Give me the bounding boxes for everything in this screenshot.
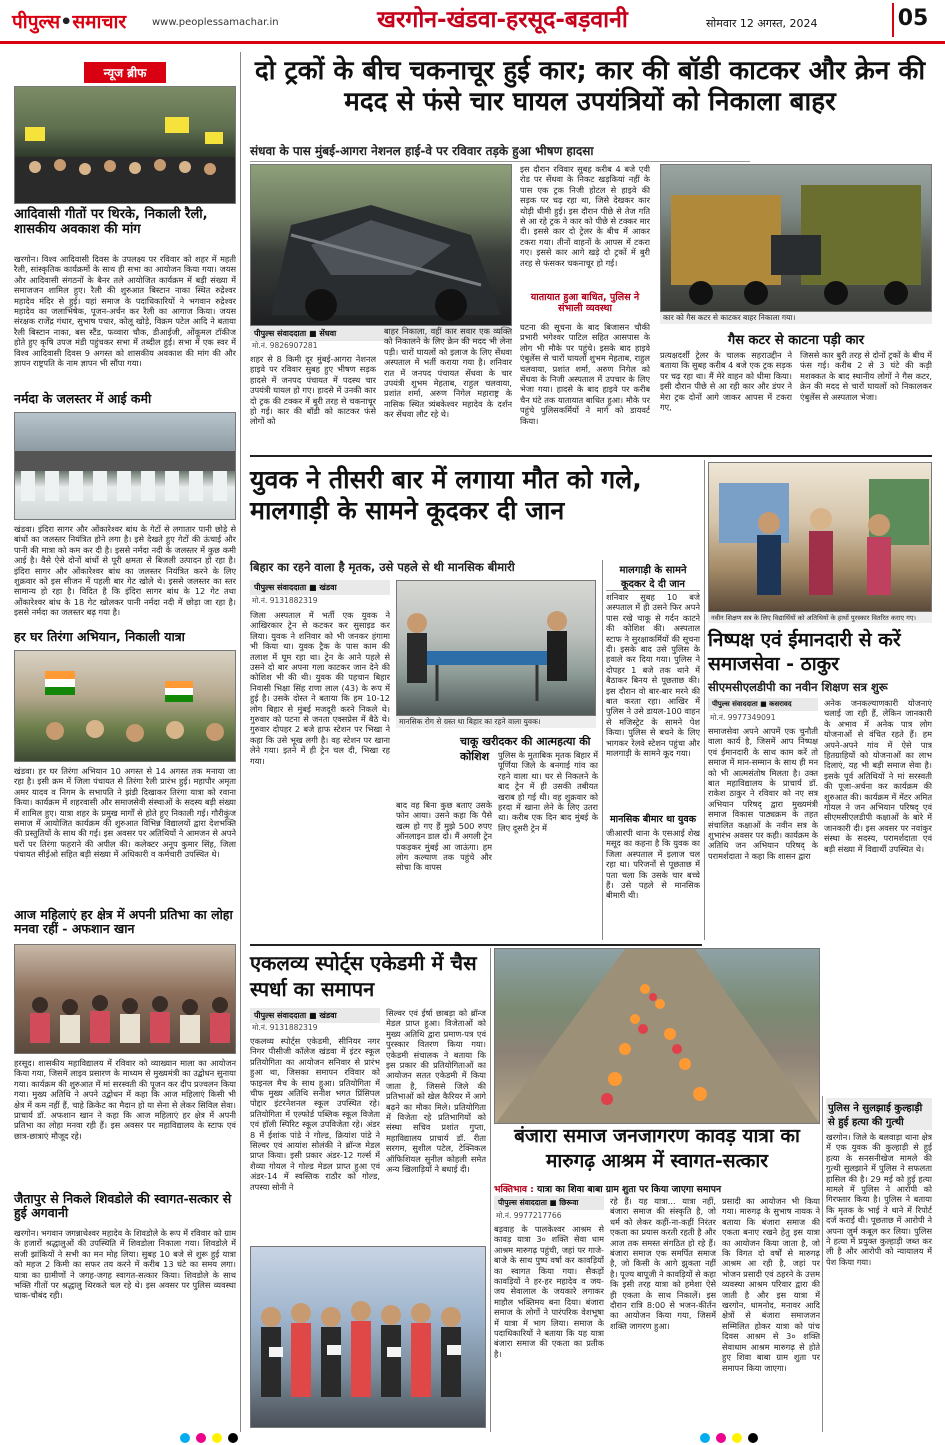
murder-case-body: खरगोन। जिले के बलवाड़ा थाना क्षेत्र में एक युवक की कुल्हाड़ी से हुई हत्या के सनसनीखेज मामले की गुत्थी सुलझाने में पुलिस ने सफलता हासिल की है। 29 मई को हुई हत्या मामले में पुलिस ने आरोपी को गिरफ्तार किया है। पुलिस ने बताया कि मृतक के भाई ने थाने में रिपोर्ट दर्ज कराई थी। पूछताछ में आरोपी ने अपना जुर्म कबूल कर लिया। पुलिस ने हत्या में प्रयुक्त कुल्हाड़ी जब्त कर ली है और आरोपी को न्यायालय में पेश किया गया। <box>826 1132 932 1267</box>
page-number: 05 <box>892 3 932 37</box>
edition-title: खरगोन-खंडवा-हरसूद-बड़वानी <box>377 7 628 33</box>
story1-body-e: प्रत्यक्षदर्शी ट्रेलर के चालक सहराउद्दीन ने बताया कि सुबह करीब 4 बजे एक ट्रक सड़क पर चढ़ रहा था। मैं मेरे वाहन को धीमा किया। इसी दौरान पीछे से आ रही कार और डंपर ने मेरा ट्रक दोनों आगे जाकर आपस में टकरा गए, <box>660 350 792 413</box>
story4-yatra-phone: मो.नं. 9977217766 <box>496 1211 562 1220</box>
award-ceremony-photo <box>708 462 932 612</box>
story3-body-a: समाजसेवा अपने आपमें एक चुनौती वाला कार्य है, जिसमें आप निष्पक्ष एवं ईमानदारी के साथ काम करें तो समाज में मान-सम्मान के साथ ही मन को भी आत्मसंतोष मिलता है। उक्त बात महाविद्यालय के प्राचार्य डॉ. राकेश ठाकुर ने रविवार को नए सत्र अभियान परिषद् द्वारा मुख्यमंत्री समाज विकास पाठ्यक्रम के तहत संचालित कक्षाओं के नवीन सत्र के शुभारंभ अवसर पर कही। कार्यक्रम के अतिथि जन अभियान परिषद् के परामर्शदाता ने कहा कि शासन द्वारा <box>708 726 818 861</box>
story1-deck: संधवा के पास मुंबई-आगरा नेशनल हाई-वे पर रविवार तड़के हुआ भीषण हादसा <box>250 142 750 162</box>
stretcher-illustration <box>397 581 596 716</box>
brief-5-title: जैतापुर से निकले शिवडोले की स्वागत-सत्कार से हुई अगवानी <box>14 1191 232 1220</box>
cyan-mark <box>180 1433 190 1443</box>
story1-headline: दो ट्रकों के बीच चकनाचूर हुई कार; कार की बॉडी काटकर और क्रेन की मदद से फंसे चार घायल उपयंत्रियों को निकाला बाहर <box>254 56 926 118</box>
ceremony-illustration <box>709 463 932 612</box>
story3-photo-caption: नवीन शिक्षण सत्र के लिए विद्यार्थियों को अतिथियों के हाथों पुरस्कार वितरित कराए गए। <box>708 612 932 623</box>
story4-body-a: एकलव्य स्पोर्ट्स एकेडमी, सीनियर नगर निगर पीसीजी कॉलेज खंडवा में इंटर स्कूल प्रतियोगिता का आयोजन सनिवार से प्रारंभ हुआ था, जिसका समापन रविवार को फाइनल मैच के साथ हुआ। प्रतियोगिता में चीफ मुख्य अतिथि सनीश भगत प्रिंसिपल पोद्दार इंटरनेशनल स्कूल उपस्थित रहे। प्रतियोगिता में एल्फोर्ड पब्लिक स्कूल विजेता एवं हॉली स्पिरिट स्कूल उपविजेता रहे। अंडर 8 में ईशांक पांडे ने गोल्ड, क्रियांश पांडे ने सिल्वर एवं आयांश सोलंकी ने ब्रॉन्ज मेडल प्राप्त किया। इसी प्रकार अंडर-12 गर्ल्स में शैव्या गोयल ने गोल्ड मेडल प्राप्त हुआ एवं अंडर-14 में स्वस्तिक राठौर को गोल्ड, तपस्या सोनी ने <box>250 1036 380 1192</box>
masthead <box>0 0 945 44</box>
brief-4-title: आज महिलाएं हर क्षेत्र में अपनी प्रतिभा का लोहा मनवा रहीं - अफशान खान <box>14 907 233 936</box>
story2-side-subhead: मानसिक बीमार था युवक <box>609 814 697 825</box>
brief-3-body: खंडवा। हर घर तिरंगा अभियान 10 अगस्त से 14 अगस्त तक मनाया जा रहा है। इसी क्रम में जिला पंचायत से तिरंगा रैली प्रारंभ हुई। महापौर अमृता अमर यादव व निगम के सभापति ने झंडी दिखाकर तिरंगा यात्रा को रवाना किया। कार्यक्रम में शहरवासी और समाजसेवी संस्थाओं के सदस्य बड़ी संख्या में शामिल हुए। यात्रा शहर के प्रमुख मार्गों से होते हुए निकाली गई। गौरीकुंज समाज में आयोजित कार्यक्रम की शुरुआत विभिन्न विद्यालयों द्वारा देशभक्ति की प्रस्तुतियों के साथ की गई। इस अवसर पर अतिथियों ने आमजन से अपने घरों पर तिरंगा फहराने की अपील की। कलेक्टर अनूप कुमार सिंह, जिला पंचायत सीईओ सहित बड़ी संख्या में अधिकारी व कर्मचारी उपस्थित थे। <box>14 766 236 860</box>
story2-phone: मो.नं. 9131882319 <box>252 596 318 605</box>
kawad-yatra-photo <box>494 948 820 1124</box>
section-divider <box>250 455 932 457</box>
print-registration-strip <box>0 1432 945 1445</box>
story2-headline: युवक ने तीसरी बार में लगाया मौत को गले, मालगाड़ी के सामने कूदकर दी जान <box>250 465 642 526</box>
yellow-mark <box>212 1433 222 1443</box>
story1-photo-caption: कार को गैस कटर से काटकर बाहर निकाला गया। <box>660 312 932 324</box>
story2-chakku-subhead: चाकू खरीदकर की आत्महत्या की कोशिश <box>460 735 591 763</box>
dam-photo <box>14 412 236 520</box>
story1-phone: मो.नं. 9826907281 <box>252 341 318 350</box>
story2-side-body: शनिवार सुबह 10 बजे अस्पताल में ही उसने फिर अपने पास रखे चाकू से गर्दन काटने की कोशिश की। अस्पताल स्टाफ ने सुरक्षाकर्मियों की सूचना दी। इसके बाद उसे पुलिस के हवाले कर दिया गया। पुलिस ने दोपहर 1 बजे तक थाने में बैठाकर बिनय से पूछताछ की। इस दौरान वो बार-बार मरने की बात करता रहा। आखिर में पुलिस ने उसे डायल-100 वाहन से मजिस्ट्रेट के सामने पेश किया। पुलिस से बचने के लिए भागकर रेलवे स्टेशन पहुंचा और मालगाड़ी के सामने कूद गया। <box>606 592 700 759</box>
story1-body-c: इस दौरान रविवार सुबह करीब 4 बजे एवी रोड पर सेंधवा के निकट खड़कियां नहीं के पास एक ट्रक निजी होटल से हाइवे की सड़क पर चढ़ रहा था, जिसे देखकर कार थोड़ी धीमी हुई। इस दौरान पीछे से तेज गति से आ रहे ट्रक ने कार को पीछे से टक्कर मार दी। इससे कार दो ट्रेलर के बीच में आकर टकरा गया। तीनों वाहनों के आपस में टकरा गए। इससे कार आगे खड़े दो ट्रकों में बुरी तरह से फंसकर चकनाचूर हो गई। <box>520 164 650 268</box>
murder-case-subhead: पुलिस ने सुलझाई कुल्हाड़ी से हुई हत्या की गुत्थी <box>826 1098 932 1130</box>
story3-body-b: अनेक जनकल्याणकारी योजनाएं चलाई जा रही हैं, लेकिन जानकारी के अभाव में अनेक पात्र लोग योजनाओं से वंचित रहते हैं। हम अपने-अपने गांव में ऐसे पात्र हितग्राहियों को योजनाओं का लाभ दिलाएं, यह भी बड़ी समाज सेवा है। इसके पूर्व अतिथियों ने मां सरस्वती की पूजा-अर्चना कर कार्यक्रम की शुरुआत की। कार्यक्रम में मेंटर अमित गोयल ने जन अभियान परिषद् एवं सीएमसीएलडीपी कक्षाओं के बारे में जानकारी दी। इस अवसर पर नवांकुर संस्था के सदस्य, परामर्शदाता एवं बड़ी संख्या में विद्यार्थी उपस्थित थे। <box>824 698 932 854</box>
hospital-stretcher-photo <box>396 580 596 716</box>
story4-body-d: रहे हैं। यह यात्रा... यात्रा नहीं, बंजारा समाज की संस्कृति है, जो धर्म को लेकर कहीं-ना-कहीं निरंतर एकता का प्रयास करती रहती है और आज तक समस्त संगठित हो रहे हैं। बंजारा समाज एक समर्पित समाज है, जो किसी के आगे झुकता नहीं है। पूज्य बापूजी ने कावड़ियों से कहा कि इसी तरह यात्रा को हमेशा ऐसे ही एकता के साथ निकालें। इस दौरान रात्रि 8:00 से भजन-कीर्तन का आयोजन किया गया, जिसमें शक्ति जागरण हुआ। <box>610 1196 716 1331</box>
section-divider <box>250 944 702 946</box>
trucks-crane-photo <box>660 164 932 312</box>
column-divider <box>704 460 705 940</box>
magenta-mark <box>716 1433 726 1443</box>
story1-byline: पीपुल्स संवाददाता ■ सेंधवा <box>250 326 512 341</box>
story3-deck: सीएमसीएलडीपी का नवीन शिक्षण सत्र शुरू <box>708 680 888 694</box>
story4-body-b: सिल्वर एवं ईर्षा छाबड़ा को ब्रॉन्ज मेडल प्राप्त हुआ। विजेताओं को मुख्य अतिथि द्वारा प्रमाण-पत्र एवं पुरस्कार वितरण किया गया। एकेडमी संचालक ने बताया कि इस प्रकार की प्रतियोगिताओं का आयोजन सतत एकेडमी में किया जाता है, जिससे जिले की प्रतिभाओं को खेल कैरियर में आगे बढ़ने का मौका मिले। प्रतियोगिता में विजेता रहे प्रतिभागियों को संस्था सचिव प्रशांत गुप्ता, महाविद्यालय प्राचार्य डॉ. रीता सरगम, सुशील पटेल, टेक्निकल ऑफिशियल सुनील कोहली समेत अन्य खिलाड़ियों ने बधाई दी। <box>386 1008 486 1175</box>
story1-body-b: बाहर निकाला, वहीं कार सवार एक व्यक्ति को निकालने के लिए क्रेन की मदद भी लेना पड़ी। चारों घायलों को इलाज के लिए सेंधवा अस्पताल में भर्ती कराया गया है। शनिवार रात में जनपद पंचायत सेंधवा के चार उपयंत्री शुभम मेहताब, राहुल चलवाया, प्रशांत शर्मा, अरुण निगेल महाराष्ट्र के नासिक स्थित त्र्यंबकेश्वर महादेव के दर्शन कर सेंधवा लौट रहे थे। <box>384 326 512 420</box>
rally-crowd-illustration <box>15 87 236 204</box>
flag-procession-illustration <box>15 651 236 762</box>
column-divider <box>602 560 603 940</box>
story2-body-a: जिला अस्पताल में भर्ती एक युवक ने आखिरकार ट्रेन से कटकर कर सुसाइड कर लिया। युवक ने शनिवार को भी जनकर हंगामा भी किया था। युवक ट्रैक के पास काम की तलाश में घूम रहा था। ट्रेन के आने पहले से उसने दो बार अपना गला काटकर जान देने की कोशिश भी की थी। युवक की पहचान बिहार निवासी भिक्षा सिंह राणा लाल (43) के रूप में हुई है। उसके दोस्त ने बताया कि हम 10-12 लोग बिहार से मुंबई मजदूरी करने निकले थे। गुरुवार को पटना से जनता एक्सप्रेस में बैठे थे। गुरुवार दोपहर 2 बजे हाफ स्टेशन पर भिखा ने कहा कि उसे भूख लगी है। वह स्टेशन पर खाना लेने गया। इतने में ही ट्रेन चल दी, भिखा रह गया। <box>250 610 390 766</box>
story4-phone: मो.नं. 9131882319 <box>252 1023 318 1032</box>
brief-2-body: खंडवा। इंदिरा सागर और ओंकारेश्वर बांध के गेटों से लगातार पानी छोड़े से बांधों का जलस्तर नियंत्रित होने लगा है। इसे देखते हुए गेटों की ऊंचाई और पानी की मात्रा को कम कर दी है। इससे नर्मदा नदी के जलस्तर में कुछ कमी आई है। वैसे ऐसे दोनों बांधों से पूरी क्षमता से बिजली उत्पादन हो रहा है। इंदिरा सागर और ओंकारेश्वर बांध का जलस्तर नियंत्रित करने के लिए शुक्रवार को इस सीजन में पहली बार गेट खोले थे। इससे जलस्तर का स्तर सामान्य हो रहा है। विदित है कि इंदिरा सागर बांध के 12 गेट तथा ओंकारेश्वर बांध के 18 गेट खोलकर पानी नर्मदा नदी में छोड़ा जा रहा है। इससे नर्मदा का जलस्तर बढ़ गया है। <box>14 524 236 618</box>
story2-body-b: बाद वह बिना कुछ बताए उसके फोन आया। उसने कहा कि पैसे खत्म हो गए हैं मुझे 500 रुपए ऑनलाइन डाल दो। मैं अगली ट्रेन पकड़कर मुंबई आ जाऊंगा। हम लोग कल्याण तक पहुंचे और सोचा कि वापस <box>396 800 492 873</box>
story2-deck: बिहार का रहने वाला है मृतक, उसे पहले से थी मानसिक बीमारी <box>250 560 515 574</box>
college-lecture-photo <box>14 944 236 1054</box>
story4-body-e: प्रसादी का आयोजन भी किया गया। मारुगढ़ के सुभाष नायक ने बताया कि बंजारा समाज की एकता बनाए रखने हेतु इस यात्रा का आयोजन किया जाता है, जो कि विगत दो वर्षों से मारुगढ़ आश्रम आ रही है, जहां पर भोजन प्रसादी एवं ठहरने के उत्तम व्यवस्था आश्रम परिवार द्वारा की जाती है और इस यात्रा में खरगोन, धामनोद, मनावर आदि क्षेत्रों से बंजारा समाजजन सम्मिलित होकर यात्रा को पांच दिवस आश्रम से 3० शक्ति सेवाधाम आश्रम मारुगढ़ से होते हुए शिवा बाबा ग्राम शुता पर समापन किया जाएगा। <box>722 1196 820 1373</box>
brief-2-title: नर्मदा के जलस्तर में आई कमी <box>14 391 152 406</box>
story4-yatra-deck: भक्तिभाव : यात्रा का शिवा बाबा ग्राम शुता पर किया जाएगा समापन <box>494 1184 722 1195</box>
dam-gates-illustration <box>15 413 236 520</box>
black-mark <box>748 1433 758 1443</box>
story3-phone: मो.नं. 9977349091 <box>710 713 776 722</box>
yellow-mark <box>732 1433 742 1443</box>
column-divider <box>822 1096 823 1432</box>
story4-headline: एकलव्य स्पोर्ट्स एकेडमी में चैस स्पर्धा का समापन <box>250 951 477 1001</box>
black-mark <box>228 1433 238 1443</box>
gas-cutter-subhead: गैस कटर से काटना पड़ी कार <box>727 333 865 348</box>
story2-side-title: मालगाड़ी के सामने कूदकर दे दी जान <box>606 562 700 591</box>
story1-traffic-subhead: यातायात हुआ बाधित, पुलिस ने संभाली व्यवस्था <box>530 292 640 315</box>
website-url[interactable]: www.peoplessamachar.in <box>152 17 279 28</box>
column-divider <box>490 948 491 1432</box>
magenta-mark <box>196 1433 206 1443</box>
trucks-illustration <box>661 165 932 312</box>
cyan-mark <box>700 1433 710 1443</box>
logo[interactable]: पीपुल्स•समाचार <box>12 11 127 33</box>
brief-5-body: खरगोन। भगवान जगन्नाथेश्वर महादेव के शिवडोले के रूप में रविवार को ग्राम के हजारों श्रद्धालुओं की उपस्थिति में शिवडोला निकाला गया। शिवडोले में सजी झांकियों ने सभी का मन मोह लिया। सुबह 10 बजे से शुरू हुई यात्रा को महज 2 किमी का सफर तय करने में करीब 13 घंटे का समय लगा। यात्रा का ग्रामीणों ने जगह-जगह स्वागत-सत्कार किया। शिवडोले के साथ भक्ति गीतों पर श्रद्धालु थिरकते चल रहे थे। इस अवसर पर पुलिस व्यवस्था चाक-चौबंद रही। <box>14 1228 236 1301</box>
story2-byline: पीपुल्स संवाददाता ■ खंडवा <box>250 580 390 595</box>
story4-body-c: बड़वाह के पालकेश्वर आश्रम से कावड़ यात्रा 3० शक्ति सेवा धाम आश्रम मारुगढ़ पहुंची, जहां पर गाजे-बाजे के साथ पुष्प वर्षा कर कावड़ियों का स्वागत किया गया। सैकड़ों कावड़ियों ने हर-हर महादेव व जय-जय सेवालाल के जयकारे लगाकर माहौल भक्तिमय बना दिया। बंजारा समाज के लोगों ने पारंपरिक वेशभूषा में यात्रा में भाग लिया। समाज के पदाधिकारियों ने बताया कि यह यात्रा बंजारा समाज की एकता का प्रतीक है। <box>494 1224 604 1359</box>
news-brief-tag: न्यूज ब्रीफ <box>84 62 166 83</box>
story4-yatra-byline: पीपुल्स संवाददाता ■ छिरूवा <box>494 1196 604 1210</box>
brief-3-title: हर घर तिरंगा अभियान, निकाली यात्रा <box>14 629 185 644</box>
brief-1-title: आदिवासी गीतों पर थिरके, निकाली रैली, शासकीय अवकाश की मांग <box>14 207 208 237</box>
story4-yatra-headline: बंजारा समाज जनजागरण कावड़ यात्रा का मारुगढ़ आश्रम में स्वागत-सत्कार <box>514 1125 800 1172</box>
story1-body-d: घटना की सूचना के बाद बिजासन चौकी प्रभारी भगेश्वर पाटिल सहित आसपास के लोग भी मौके पर पहुंचे। इसके बाद हाइवे एंबुलेंस से चारों घायलों शुभम मेहताब, राहुल चलवाया, प्रशांत शर्मा, अरुण निगेल को सेंधवा के निजी अस्पताल में उपचार के लिए भेजा गया। हादसे के बाद हाइवे पर करीब चैन घंटे तक यातायात बाधित हुआ। मौके पर पहुंचे पुलिसकर्मियों ने मार्ग को डायवर्ट किया। <box>520 322 650 426</box>
rally-photo <box>14 86 236 204</box>
chess-award-photo <box>250 1246 486 1428</box>
story4-byline: पीपुल्स संवाददाता ■ खंडवा <box>250 1008 380 1023</box>
story1-body-a: शहर से 8 किमी दूर मुंबई-आगरा नेशनल हाइवे पर रविवार सुबह हुए भीषण सड़क हादसे में जनपद पंचायत में पदस्थ चार उपयंत्री घायल हो गए। हादसे में उनकी कार दो ट्रक की टक्कर में बुरी तरह से चकनाचूर हो गई। कार की बॉडी को काटकर फंसे लोगों को <box>250 354 376 427</box>
story3-byline: पीपुल्स संवाददाता ■ कसरावद <box>708 698 818 711</box>
students-illustration <box>15 945 236 1054</box>
story2-body-c: पुलिस के मुताबिक मृतक बिहार में पूर्णिया जिले के बनगाई गांव का रहने वाला था। घर से निकलने के बाद ट्रेन में ही उसकी तबीयत खराब हो गई थी। वह शुक्रवार को हरदा में खाना लेने के लिए उतरा था। करीब एक दिन बाद मुंबई के लिए दूसरी ट्रेन में <box>498 750 598 833</box>
story2-side-body-2: जीआरपी थाना के एसआई शेख मसूद का कहना है कि युवक का जिला अस्पताल में इलाज चल रहा था। परिजनों से पूछताछ में पता चला कि उसके चार बच्चे हैं। उसे पहले से मानसिक बीमारी थी। <box>606 828 700 901</box>
issue-date: सोमवार 12 अगस्त, 2024 <box>706 17 818 30</box>
crash-car-photo <box>250 164 512 326</box>
story2-photo-caption: मानसिक रोग से ग्रस्त था बिहार का रहने वाला युवक। <box>396 716 596 728</box>
column-divider <box>240 52 241 1432</box>
brief-4-body: हरसूद। शासकीय महाविद्यालय में रविवार को व्याख्यान माला का आयोजन किया गया, जिसमें लाइव प्रसारण के माध्यम से मुख्यमंत्री का उद्बोधन सुनाया गया। कार्यक्रम की शुरुआत में मां सरस्वती की पूजन कर दीप प्रज्वलन किया गया। मुख्य अतिथि ने अपने उद्बोधन में कहा कि आज महिलाएं किसी भी क्षेत्र में कम नहीं हैं, चाहे क्रिकेट का मैदान हो या सेना से लेकर सिविल सेवा। प्राचार्य डॉ. अफशान खान ने कहा कि आज महिलाएं हर क्षेत्र में अपनी प्रतिभा का लोहा मनवा रही हैं। इस अवसर पर महाविद्यालय के स्टाफ एवं छात्र-छात्राएं मौजूद रहे। <box>14 1058 236 1141</box>
tiranga-rally-photo <box>14 650 236 762</box>
brief-1-body: खरगोन। विश्व आदिवासी दिवस के उपलक्ष्य पर रविवार को शहर में महती रैली, सांस्कृतिक कार्यक्रमों के साथ ही सभा का आयोजन किया गया। जयस और आदिवासी संगठनों के बैनर तले आयोजित कार्यक्रम में बड़ी संख्या में समाजजन शामिल हुए। रैली की शुरुआत बिस्टान नाका स्थित रुद्रेश्वर महादेव मंदिर से हुई। यहां समाज के पदाधिकारियों ने भगवान रुद्रेश्वर महादेव का जलाभिषेक, पूजन-अर्चन कर रैली का आगाज किया। जयस संरक्षक राजेंद्र गंधार, सुभाष पचार, कोलू खोड़े, विक्रम पटेल आदि ने बताया रैली बिस्टान नाका, बस स्टैंड, फव्वारा चौक, डीआईजी, ओंकूमल टॉकीज होते हुए कृषि उपज मंडी पहुंचकर सभा में तब्दील हुई। सभा में एक स्वर में विश्व आदिवासी दिवस 9 अगस्त को शासकीय अवकाश की मांग की और ज्ञापन राष्ट्रपति के नाम ज्ञापन भी सौंपा गया। <box>14 254 236 369</box>
story1-body-f: जिससे कार बुरी तरह से दोनों ट्रकों के बीच में फंस गई। करीब 2 से 3 घंटे की कड़ी मशक्कत के बाद स्थानीय लोगों ने गैस कटर, क्रेन की मदद से चारों घायलों को निकालकर एंबुलेंस से अस्पताल भेजा। <box>800 350 932 402</box>
procession-road-illustration <box>495 949 820 1124</box>
wrecked-car-illustration <box>251 165 512 326</box>
story3-headline: निष्पक्ष एवं ईमानदारी से करें समाजसेवा - ठाकुर <box>708 629 901 676</box>
students-with-certificates-illustration <box>251 1247 486 1428</box>
